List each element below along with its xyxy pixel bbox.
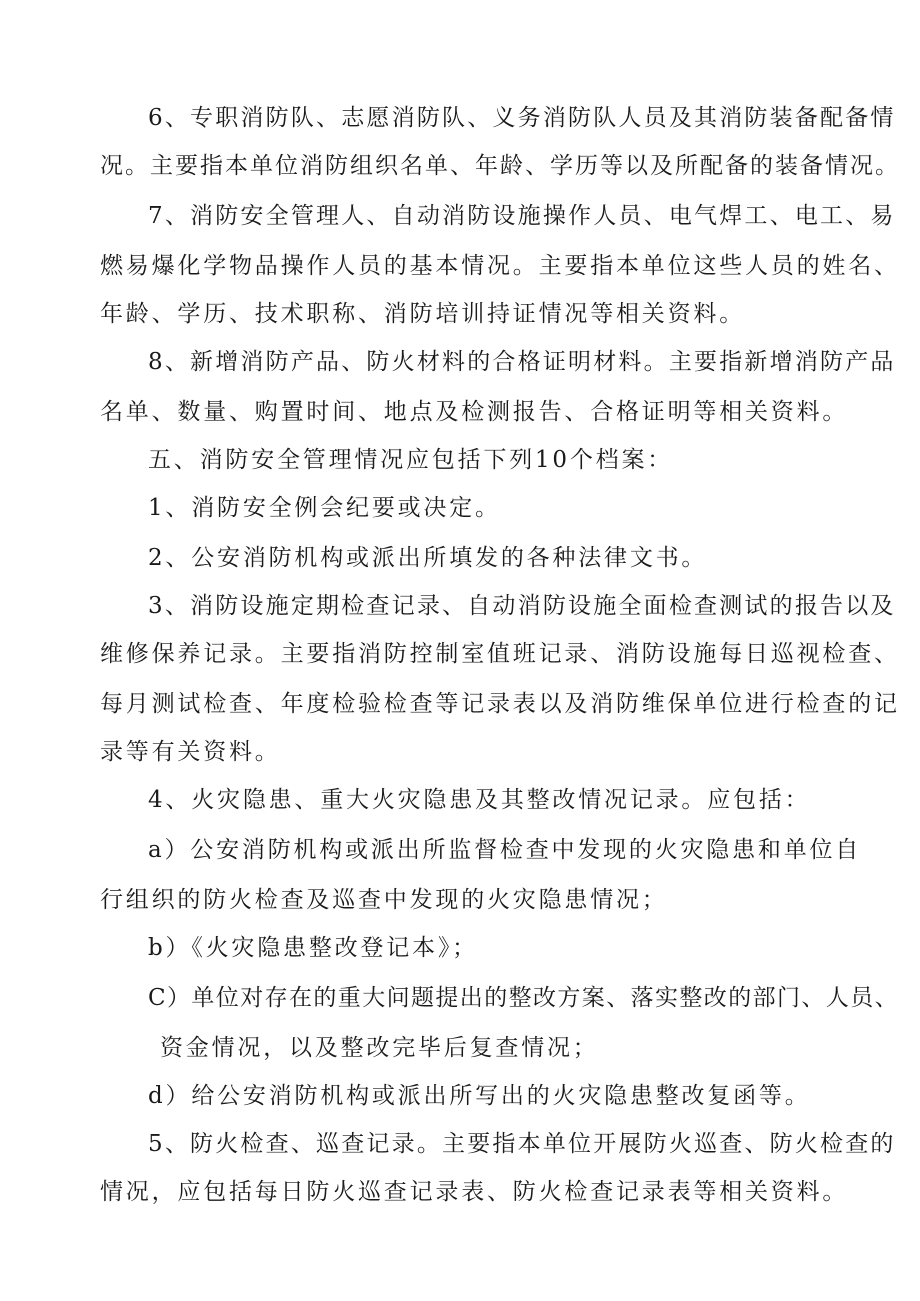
item-4-heading: 4、火灾隐患、重大火灾隐患及其整改情况记录。应包括： [148, 787, 811, 813]
paragraph-6-line-2: 况。主要指本单位消防组织名单、年龄、学历等以及所配备的装备情况。 [100, 153, 900, 179]
paragraph-6-line-1: 6、专职消防队、志愿消防队、义务消防队人员及其消防装备配备情 [148, 105, 896, 131]
item-3-line-3: 每月测试检查、年度检验检查等记录表以及消防维保单位进行检查的记 [100, 691, 900, 717]
item-3-line-2: 维修保养记录。主要指消防控制室值班记录、消防设施每日巡视检查、 [100, 641, 900, 667]
paragraph-7-line-1: 7、消防安全管理人、自动消防设施操作人员、电气焊工、电工、易 [148, 203, 896, 229]
item-4c-line-2: 资金情况，以及整改完毕后复查情况； [160, 1035, 599, 1061]
item-5-line-1: 5、防火检查、巡查记录。主要指本单位开展防火巡查、防火检查的 [148, 1131, 896, 1157]
paragraph-8-line-2: 名单、数量、购置时间、地点及检测报告、合格证明等相关资料。 [100, 399, 849, 425]
item-4c-line-1: C）单位对存在的重大问题提出的整改方案、落实整改的部门、人员、 [148, 985, 899, 1011]
item-4a-line-1: a）公安消防机构或派出所监督检查中发现的火灾隐患和单位自 [148, 837, 862, 863]
item-5-line-2: 情况，应包括每日防火巡查记录表、防火检查记录表等相关资料。 [100, 1179, 849, 1205]
paragraph-7-line-3: 年龄、学历、技术职称、消防培训持证情况等相关资料。 [100, 301, 745, 327]
item-3-line-4: 录等有关资料。 [100, 739, 281, 765]
item-4a-line-2: 行组织的防火检查及巡查中发现的火灾隐患情况； [100, 887, 668, 913]
item-2: 2、公安消防机构或派出所填发的各种法律文书。 [148, 545, 708, 571]
item-4b: b）《火灾隐患整改登记本》； [148, 935, 478, 961]
section-5-heading: 五、消防安全管理情况应包括下列10个档案： [148, 447, 674, 473]
item-3-line-1: 3、消防设施定期检查记录、自动消防设施全面检查测试的报告以及 [148, 593, 896, 619]
item-1: 1、消防安全例会纪要或决定。 [148, 495, 501, 521]
paragraph-7-line-2: 燃易爆化学物品操作人员的基本情况。主要指本单位这些人员的姓名、 [100, 253, 900, 279]
paragraph-8-line-1: 8、新增消防产品、防火材料的合格证明材料。主要指新增消防产品 [148, 349, 896, 375]
item-4d: d）给公安消防机构或派出所写出的火灾隐患整改复函等。 [148, 1083, 811, 1109]
